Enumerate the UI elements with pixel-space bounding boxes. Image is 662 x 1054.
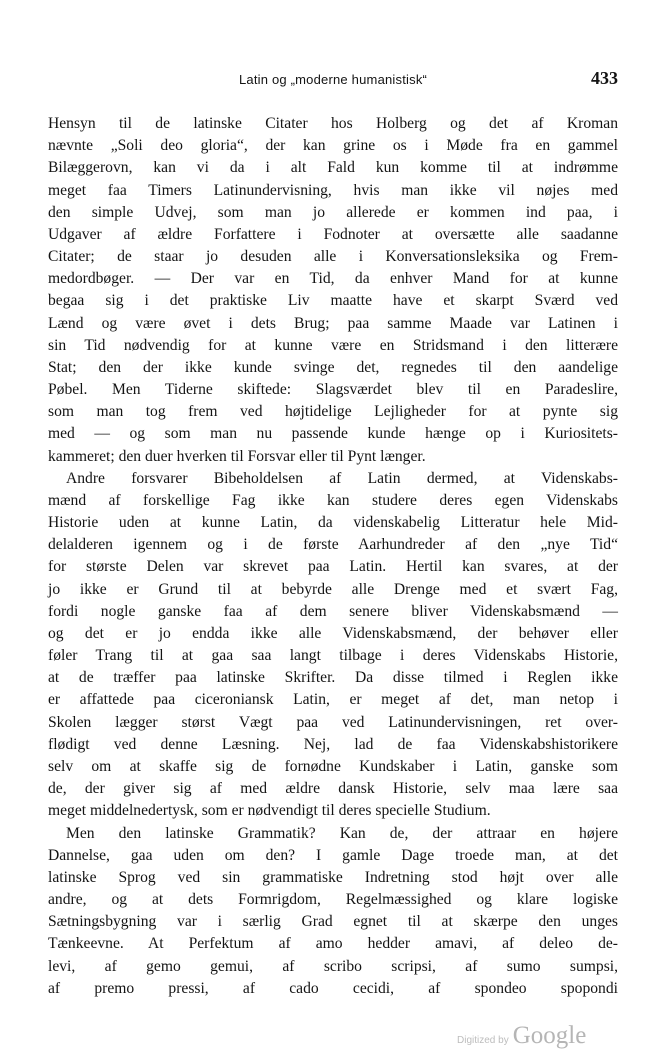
- text-line: Andre forsvarer Bibeholdelsen af Latin dermed, at Videnskabs-: [66, 469, 618, 487]
- text-line: af premo pressi, af cado cecidi, af spondeo spopondi: [48, 979, 618, 997]
- text-line: Historie uden at kunne Latin, da videnskabelig Litteratur hele Mid-: [48, 514, 618, 532]
- text-line: Sætningsbygning var i særlig Grad egnet til at skærpe den unges: [48, 913, 618, 931]
- text-line: flødigt ved denne Læsning. Nej, lad de faa Videnskabshistorikere: [48, 735, 618, 753]
- text-line: latinske Sprog ved sin grammatiske Indretning stod højt over alle: [48, 868, 618, 886]
- text-line: delalderen igennem og i de første Aarhundreder af den „nye Tid“: [48, 536, 618, 554]
- text-line: at de træffer paa latinske Skrifter. Da disse tilmed i Reglen ikke: [48, 669, 618, 687]
- digitized-watermark: [457, 1022, 586, 1054]
- body-text: [48, 113, 618, 1000]
- text-line: er affattede paa ciceroniansk Latin, er meget af det, man netop i: [48, 691, 618, 709]
- text-line: Dannelse, gaa uden om den? I gamle Dage troede man, at det: [48, 846, 618, 864]
- text-line: Stat; den der ikke kunde svinge det, regnedes til den aandelige: [48, 358, 618, 376]
- text-line: og det er jo endda ikke alle Videnskabsmænd, der behøver eller: [48, 624, 618, 642]
- text-line: fordi nogle ganske faa af dem senere bliver Videnskabsmænd —: [48, 602, 618, 620]
- google-logo: Google: [512, 1022, 587, 1049]
- text-line: Pøbel. Men Tiderne skiftede: Slagsværdet blev til en Paradeslire,: [48, 381, 618, 399]
- text-line: jo ikke er Grund til at bebyrde alle Drenge med et svært Fag,: [48, 580, 618, 598]
- text-line: sin Tid nødvendig for at kunne være en Stridsmand i den litterære: [48, 336, 618, 354]
- text-line: medordbøger. — Der var en Tid, da enhver Mand for at kunne: [48, 270, 618, 288]
- text-line: som man tog frem ved højtidelige Lejligheder for at pynte sig: [48, 403, 618, 421]
- text-line: andre, og at dets Formrigdom, Regelmæssighed og klare logiske: [48, 891, 618, 909]
- digitized-label: Digitized by: [457, 1035, 509, 1046]
- page-number: 433: [591, 68, 618, 88]
- text-line: Hensyn til de latinske Citater hos Holberg og det af Kroman: [48, 115, 618, 132]
- text-line: selv om at skaffe sig de fornødne Kundskaber i Latin, ganske som: [48, 757, 618, 775]
- text-line: Men den latinske Grammatik? Kan de, der attraar en højere: [66, 824, 618, 842]
- text-line: Citater; de staar jo desuden alle i Konversationsleksika og Frem-: [48, 248, 618, 266]
- text-line: med — og som man nu passende kunde hænge op i Kuriositets-: [48, 425, 618, 443]
- text-line: for største Delen var skrevet paa Latin. Hertil kan svares, at der: [48, 558, 618, 576]
- text-line: Udgaver af ældre Forfattere i Fodnoter at oversætte alle saadanne: [48, 225, 618, 243]
- text-line: nævnte „Soli deo gloria“, der kan grine os i Møde fra en gammel: [48, 137, 618, 155]
- text-line: kammeret; den duer hverken til Forsvar eller til Pynt længer.: [48, 447, 426, 465]
- text-line: levi, af gemo gemui, af scribo scripsi, af sumo sumpsi,: [48, 957, 618, 975]
- text-line: meget middelnedertysk, som er nødvendigt til deres specielle Studium.: [48, 802, 491, 820]
- text-line: den simple Udvej, som man jo allerede er kommen ind paa, i: [48, 203, 618, 221]
- text-line: Tænkeevne. At Perfektum af amo hedder amavi, af deleo de-: [48, 935, 618, 953]
- text-line: mænd af forskellige Fag ikke kan studere deres egen Videnskabs: [48, 491, 618, 509]
- text-line: Skolen lægger størst Vægt paa ved Latinundervisningen, ret over-: [48, 713, 618, 731]
- text-line: føler Trang til at gaa saa langt tilbage i deres Videnskabs Historie,: [48, 647, 618, 665]
- text-line: de, der giver sig af med ældre dansk Historie, selv maa lære saa: [48, 780, 618, 798]
- text-line: begaa sig i det praktiske Liv maatte have et skarpt Sværd ved: [48, 292, 618, 310]
- running-title: Latin og „moderne humanistisk“: [238, 72, 428, 87]
- text-line: Lænd og være øvet i dets Brug; paa samme Maade var Latinen i: [48, 314, 618, 332]
- text-line: Bilæggerovn, kan vi da i alt Fald kun komme til at indrømme: [48, 159, 618, 177]
- text-line: meget faa Timers Latinundervisning, hvis man ikke vil nøjes med: [48, 181, 618, 199]
- page-header: [48, 68, 618, 98]
